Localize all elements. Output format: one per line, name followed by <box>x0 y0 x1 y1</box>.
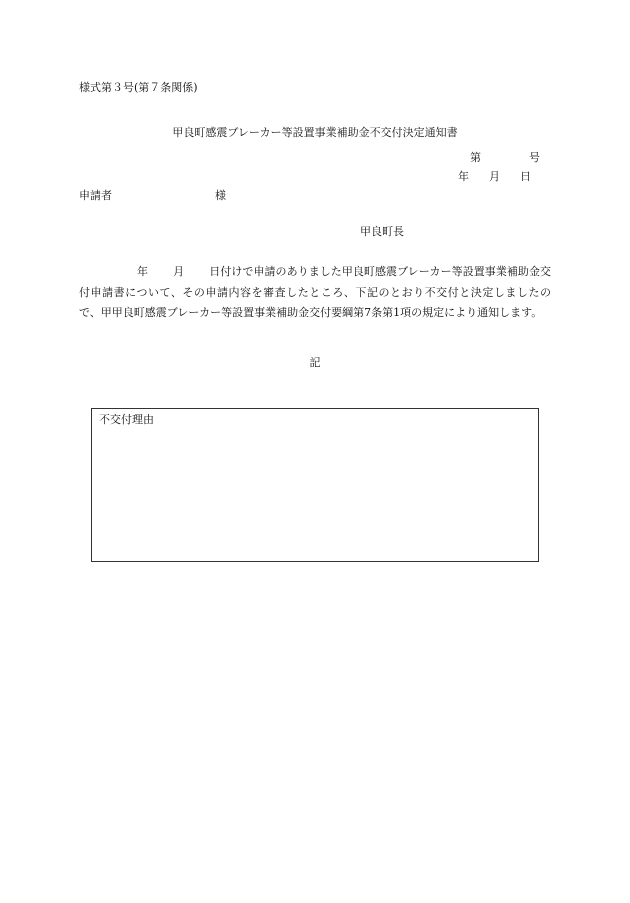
date-line <box>458 170 531 184</box>
date-day: 日 <box>520 170 531 183</box>
ki-heading <box>0 356 630 370</box>
date-month: 月 <box>489 170 500 183</box>
applicant-line <box>79 189 226 203</box>
number-prefix: 第 <box>470 151 481 164</box>
document-title-text: 甲良町感震ブレーカー等設置事業補助金不交付決定通知書 <box>172 126 458 139</box>
date-year: 年 <box>458 170 469 183</box>
document-number-line <box>470 151 540 165</box>
document-title <box>0 126 630 140</box>
reason-label: 不交付理由 <box>99 413 154 426</box>
number-suffix: 号 <box>529 151 540 164</box>
body-month: 月 <box>173 265 185 278</box>
applicant-label: 申請者 <box>79 189 112 202</box>
notice-body <box>79 262 551 324</box>
applicant-honorific: 様 <box>215 189 226 202</box>
body-text: 日付けで申請のありました甲良町感震ブレーカー等設置事業補助金交付申請書について、その申請内容を審査したところ、下記のとおり不交付と決定しましたので、甲甲良町感震ブレーカー等設置事業補助金交付要綱第7条第1項の規定により通知します。 <box>79 265 552 319</box>
reason-box <box>91 408 539 562</box>
body-year: 年 <box>137 265 149 278</box>
ki-text: 記 <box>309 356 321 369</box>
form-number-label: 様式第３号(第７条関係) <box>79 81 198 94</box>
issuer-name: 甲良町長 <box>360 225 404 238</box>
